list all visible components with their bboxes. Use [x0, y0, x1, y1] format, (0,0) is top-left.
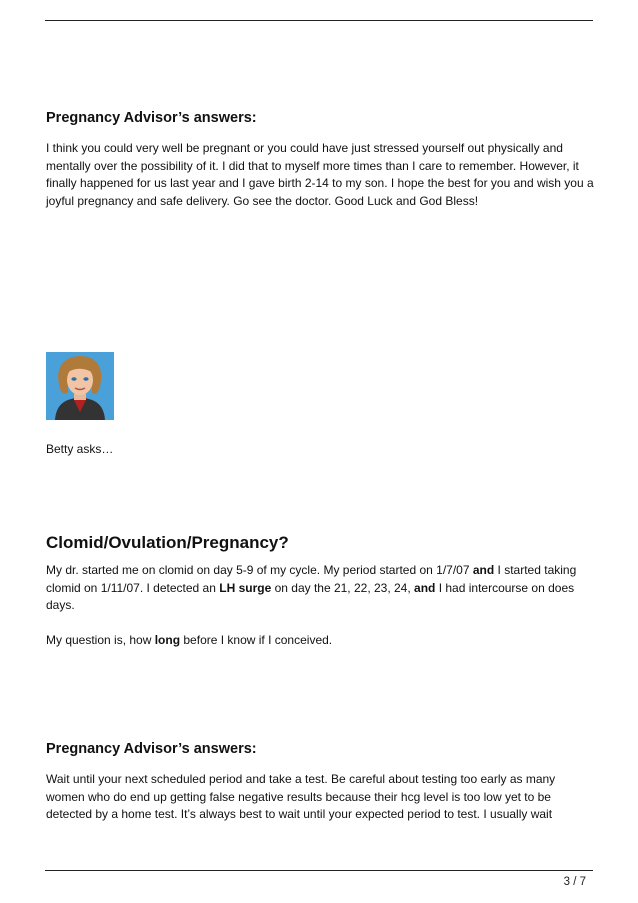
header-rule	[45, 20, 593, 21]
question-text-6: before I know if I conceived.	[180, 632, 333, 647]
question-paragraph-1	[46, 562, 594, 615]
question-bold-and-2: and	[414, 580, 436, 595]
answer-paragraph-2: Wait until your next scheduled period and take a test. Be careful about testing too early as many women who do end up getting false negative results because their hcg level is too low yet to be detected by a home test. It’s always best to wait until your expected period to test. I usually wait	[46, 772, 556, 821]
asker-label: Betty asks…	[46, 442, 114, 456]
answer-paragraph-1: I think you could very well be pregnant or you could have just stressed yourself out physically and mentally over the possibility of it. I did that to myself more times than I care to remember. However, it finally happened for us last year and I gave birth 2-14 to my son. I hope the best for you and wish you a joyful pregnancy and safe delivery. Go see the doctor. Good Luck and God Bless!	[46, 141, 594, 208]
question-text-1: My dr. started me on clomid on day 5-9 of my cycle. My period started on 1/7/07	[46, 563, 473, 577]
question-paragraph-2	[46, 632, 594, 650]
footer-rule	[45, 870, 593, 871]
question-text-4: I had intercourse on does days.	[46, 580, 575, 612]
question-text-5: My question is, how	[46, 632, 155, 647]
question-bold-long: long	[154, 632, 181, 647]
answer-section-1	[46, 110, 594, 210]
question-bold-lh-surge: LH surge	[219, 580, 272, 595]
answer-heading-1: Pregnancy Advisor’s answers:	[46, 110, 257, 126]
question-bold-and-1: and	[472, 563, 495, 577]
question-title: Clomid/Ovulation/Pregnancy?	[46, 533, 289, 552]
answer-section-2	[46, 741, 594, 824]
user-avatar-image	[46, 352, 114, 420]
question-text-3: on day the 21, 22, 23, 24,	[271, 580, 415, 595]
page-number: 3 / 7	[563, 876, 586, 888]
answer-heading-2: Pregnancy Advisor’s answers:	[46, 741, 257, 757]
question-section	[46, 533, 594, 649]
question-text-2: I started taking clomid on 1/11/07. I detected an	[46, 563, 577, 595]
